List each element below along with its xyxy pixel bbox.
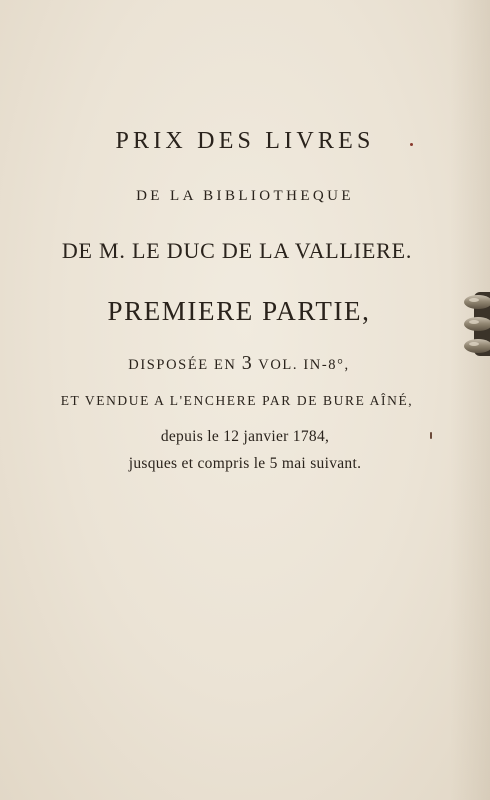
volume-count: 3 xyxy=(241,352,254,374)
auction-line: ET VENDUE A L'ENCHERE PAR DE BURE AÎNÉ, xyxy=(60,393,414,408)
end-date-line: jusques et compris le 5 mai suivant. xyxy=(128,455,362,472)
subtitle-duke: DE M. LE DUC DE LA VALLIERE. xyxy=(61,238,413,263)
volume-line xyxy=(0,352,484,375)
ink-speck xyxy=(410,143,413,146)
start-date-line: depuis le 12 janvier 1784, xyxy=(160,428,330,445)
volume-line-suffix: VOL. IN-8°, xyxy=(253,357,350,373)
volume-line-prefix: DISPOSÉE EN xyxy=(128,357,242,373)
binding-clip-icon xyxy=(456,288,490,360)
ink-speck xyxy=(430,432,432,439)
subtitle-library: DE LA BIBLIOTHEQUE xyxy=(136,188,354,204)
main-title: PRIX DES LIVRES xyxy=(115,128,375,154)
part-heading: PREMIERE PARTIE, xyxy=(107,296,371,326)
